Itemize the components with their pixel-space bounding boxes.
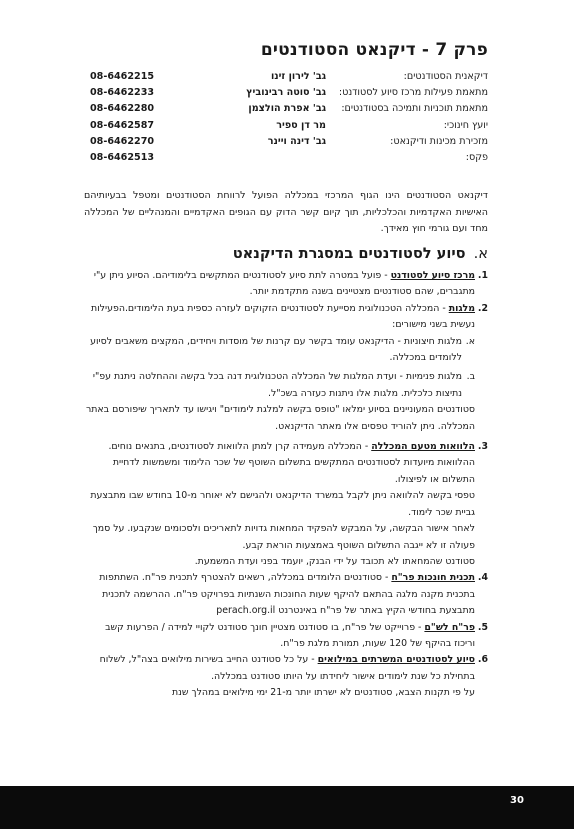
perach-link[interactable]: perach.org.il <box>216 605 276 617</box>
contact-role: מזכירת מכינות ודיקנאט: <box>390 135 488 147</box>
contact-name: מר דן ספיר <box>276 119 326 131</box>
contact-phone: 08-6462215 <box>90 70 155 82</box>
contact-role: דיקאנית הסטודנטים: <box>403 70 488 82</box>
item-body <box>84 570 475 619</box>
item-name: פר"ח לש"ם <box>424 621 475 633</box>
item-number: 3. <box>477 441 488 453</box>
contact-name: גב' סוטה רבינוביץ <box>246 86 326 98</box>
item-number: 6. <box>477 654 488 666</box>
contact-row <box>88 101 488 117</box>
numbered-list <box>84 268 488 702</box>
item-name: הלוואות מטעם המכללה <box>371 441 475 453</box>
item-number: 5. <box>477 621 488 633</box>
item-text: - על כל סטודנט החייב בשירות מילואים בצה"ל, לשלוח בתחילת כל שנת לימודים אישור ליחידתו על היותו סטודנט במכללה. <box>99 654 475 682</box>
item-body <box>84 652 475 701</box>
contact-row <box>88 149 488 165</box>
item-name: מרכז סיוע לסטודנט <box>390 270 475 281</box>
item-number: 1. <box>477 270 488 281</box>
list-item <box>84 570 488 619</box>
list-item <box>84 301 488 435</box>
list-item <box>84 652 488 701</box>
contact-row <box>88 117 488 133</box>
item-paragraph: סטודנט שהמחאתו לא תכובד על ידי הבנק, יועמד בפני ועדת המשמעת. <box>194 555 475 567</box>
sub-item-text: מלגות פנימיות - ועדת המלגות של המכללה הטכנולוגית דנה בכל בקשה וההחלטה ניתנת עפ"י נתיצות כלכלית. מלגות אלו ניתנות כעזרה בשכ"ל. <box>92 371 462 399</box>
section-heading <box>233 245 488 262</box>
item-note: סטודנטים המעוניינים בסיוע ימלאו "טופס בקשה למלגת לימודים" ויגישו עד לתאריך שיפורסם באתר המכללה. ניתן להוריד טפסים אלו מאתר הדיקנאט. <box>85 404 475 432</box>
contact-role: מתאמת תוכניות ותמיכה בסטודנטים: <box>341 103 488 115</box>
item-text: - סטודנטים הלומדים במכללה, רשאים להצטרף לתכנית פר"ח. השתתפות בתכנית מקנה מלגה בהתאם להיקף שעות החונכות השנתיות בפרויקט פר"ח. ההרשמה לתכנית מתבצעת בחודשי הקיץ באתר של פר"ח באינטרנט <box>99 572 475 617</box>
item-body <box>84 439 475 570</box>
item-number: 2. <box>477 302 488 314</box>
item-body <box>84 301 475 435</box>
contact-role: מתאמת פעילות מרכז סיוע לסטודנט: <box>338 86 488 98</box>
intro-paragraph: דיקנאט הסטודנטים הינו הגוף המרכזי במכללה הפועל לרווחת הסטודנטים ומטפל בבעיותיהם האישיות האקדמיות והכלכליות, תוך קיום קשר הדוק עם הגופים האקדמיים והמנהליים של המכללה מחד ועם גורמי חוץ מאידך. <box>84 190 488 234</box>
footer-bar <box>0 786 574 829</box>
item-paragraph: על פי תקנות הצבא, סטודנטים לא ישרתו יותר מ-21 ימי מילואים במהלך שנת <box>172 687 475 699</box>
list-item <box>84 620 488 653</box>
item-text: - המכללה הטכנולוגית מסייעת לסטודנטים הזקוקים לעזרה כספית בעת הלימודים.הפעילות נעשית בשני מישורים: <box>90 302 475 331</box>
sub-item-letter: ב. <box>466 371 475 383</box>
item-text: - המכללה מעמידה קרן למתן הלוואות לסטודנטים, בתנאים נוחים. ההלוואות מיועדות לסטודנטים המתקשים בתשלום השוטף של שכר הלימוד ומשמשות לדחיית התשלום או לפיצולו. <box>108 441 475 485</box>
chapter-title: פרק 7 - דיקנאט הסטודנטים <box>260 40 488 60</box>
contact-row <box>88 84 488 100</box>
contact-phone: 08-6462270 <box>90 135 155 147</box>
sub-item-text: מלגות חיצוניות - הדיקנאט עומד בקשר עם קרנות של מוסדות ויחידים, המקצים משאבים לסיוע ללומדים במכללה. <box>90 335 462 364</box>
item-name: סיוע לסטודנטים המשרתים במילואים <box>317 654 475 666</box>
contact-phone: 08-6462233 <box>90 86 155 98</box>
contact-name: גב' לירון זינו <box>270 70 326 82</box>
sub-item-letter: א. <box>465 335 475 347</box>
section-letter: א. <box>473 245 488 262</box>
contact-role: פקס: <box>465 152 488 164</box>
contact-row <box>88 133 488 149</box>
item-paragraph: לאחר אישור הבקשה, על המבקש להפקיד המחאות גדויות לתאריכים ולסכומים שנקבעו. על סמך פעולה זו לא ייגבה התשלום השוטף באמצעות הוראת קבע. <box>92 523 475 551</box>
list-item <box>84 268 488 301</box>
item-body <box>84 268 475 301</box>
contact-name: גב' דינה ויינר <box>267 135 326 147</box>
sub-item <box>84 334 475 367</box>
contact-role: יועץ חינוכי: <box>443 119 488 131</box>
section-title: סיוע לסטודנטים במסגרת הדיקנאט <box>232 245 466 262</box>
contact-phone: 08-6462513 <box>90 152 155 164</box>
contact-name: גב' אפרת הולצמן <box>248 103 326 115</box>
sub-item <box>84 369 475 402</box>
contact-phone: 08-6462280 <box>90 103 155 115</box>
item-text: - פועל במטרה לתת סיוע לסטודנטים המתקשים בלימודיהם. הסיוע ניתן ע"י מתגברים, שהם סטודנטים מצטיינים בשנה מתקדמת יותר. <box>93 270 475 298</box>
contact-row <box>88 68 488 84</box>
item-name: תכנית חונכות פר"ח <box>391 572 475 584</box>
contacts-table <box>88 68 488 166</box>
item-name: מלגות <box>448 302 475 314</box>
page-number: 30 <box>510 795 524 806</box>
contact-phone: 08-6462587 <box>90 119 155 131</box>
item-body <box>84 620 475 653</box>
list-item <box>84 439 488 570</box>
item-number: 4. <box>477 572 488 584</box>
item-text: - פרוייקט של פר"ח, בו סטודנט מצטיין חונך סטודנט לקויי למידה / הפרעות קשב וריכוז בהיקף של 120 שעות, תמורת מלגת פר"ח. <box>105 621 475 649</box>
item-paragraph: טפסי בקשה להלוואה ניתן לקבל במשרד הדיקנאט ולהגישם לא יאוחר מ-10 בחודש שבו מתבצעת גביית שכר לימוד. <box>90 490 475 518</box>
